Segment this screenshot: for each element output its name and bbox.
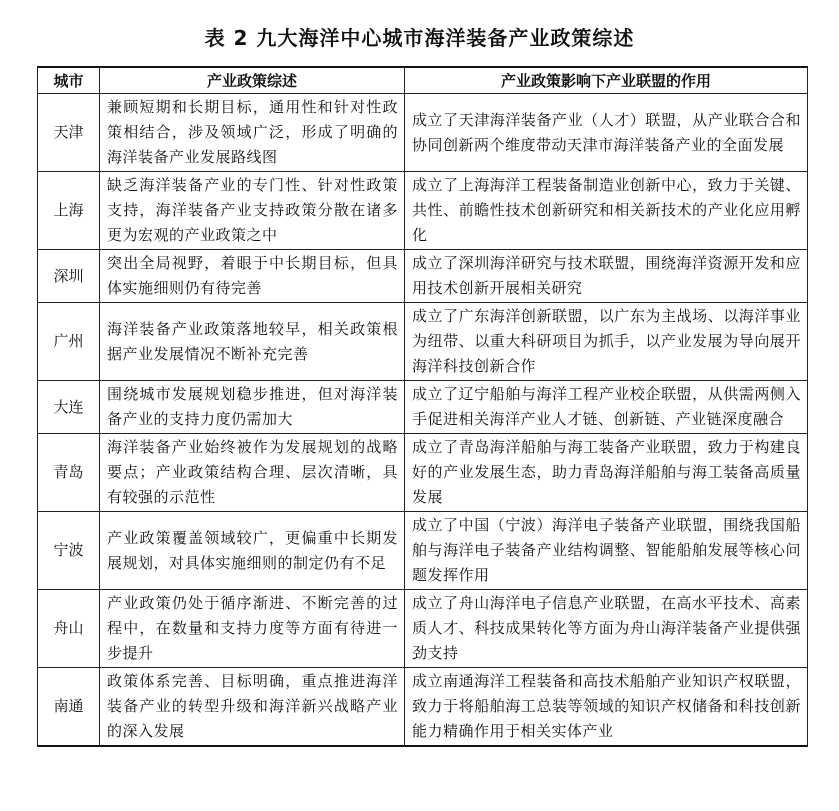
- row-city: 南通: [38, 668, 100, 747]
- row-effect: 成立了中国（宁波）海洋电子装备产业联盟，围绕我国船舶与海洋电子装备产业结构调整、智能船舶发展等核心问题发挥作用: [405, 512, 808, 590]
- row-summary: 海洋装备产业始终被作为发展规划的战略要点；产业政策结构合理、层次清晰，具有较强的示范性: [100, 434, 405, 512]
- header-summary: 产业政策综述: [100, 67, 405, 94]
- row-city: 宁波: [38, 512, 100, 590]
- table-row: [38, 381, 808, 434]
- row-summary: 兼顾短期和长期目标，通用性和针对性政策相结合，涉及领域广泛，形成了明确的海洋装备产业发展路线图: [100, 94, 405, 172]
- row-city: 天津: [38, 94, 100, 172]
- row-effect: 成立了深圳海洋研究与技术联盟，围绕海洋资源开发和应用技术创新开展相关研究: [405, 250, 808, 303]
- table-row: [38, 250, 808, 303]
- policy-table: [37, 66, 808, 747]
- row-city: 上海: [38, 172, 100, 250]
- table-row: [38, 668, 808, 747]
- row-summary: 政策体系完善、目标明确，重点推进海洋装备产业的转型升级和海洋新兴战略产业的深入发展: [100, 668, 405, 747]
- header-effect: 产业政策影响下产业联盟的作用: [405, 67, 808, 94]
- table-row: [38, 512, 808, 590]
- table-row: [38, 590, 808, 668]
- table-row: [38, 172, 808, 250]
- row-summary: 产业政策覆盖领域较广，更偏重中长期发展规划，对具体实施细则的制定仍有不足: [100, 512, 405, 590]
- table-row: [38, 94, 808, 172]
- row-summary: 突出全局视野，着眼于中长期目标，但具体实施细则仍有待完善: [100, 250, 405, 303]
- header-city: 城市: [38, 67, 100, 94]
- row-city: 青岛: [38, 434, 100, 512]
- row-summary: 缺乏海洋装备产业的专门性、针对性政策支持，海洋装备产业支持政策分散在诸多更为宏观的产业政策之中: [100, 172, 405, 250]
- row-effect: 成立了辽宁船舶与海洋工程产业校企联盟，从供需两侧入手促进相关海洋产业人才链、创新链、产业链深度融合: [405, 381, 808, 434]
- row-effect: 成立了舟山海洋电子信息产业联盟，在高水平技术、高素质人才、科技成果转化等方面为舟山海洋装备产业提供强劲支持: [405, 590, 808, 668]
- row-summary: 产业政策仍处于循序渐进、不断完善的过程中，在数量和支持力度等方面有待进一步提升: [100, 590, 405, 668]
- row-effect: 成立了青岛海洋船舶与海工装备产业联盟，致力于构建良好的产业发展生态，助力青岛海洋船舶与海工装备高质量发展: [405, 434, 808, 512]
- row-summary: 海洋装备产业政策落地较早，相关政策根据产业发展情况不断补充完善: [100, 303, 405, 381]
- row-effect: 成立南通海洋工程装备和高技术船舶产业知识产权联盟，致力于将船舶海工总装等领域的知识产权储备和科技创新能力精确作用于相关实体产业: [405, 668, 808, 747]
- row-summary: 围绕城市发展规划稳步推进，但对海洋装备产业的支持力度仍需加大: [100, 381, 405, 434]
- row-city: 大连: [38, 381, 100, 434]
- table-header-row: [38, 67, 808, 94]
- row-effect: 成立了广东海洋创新联盟，以广东为主战场、以海洋事业为纽带、以重大科研项目为抓手，以产业发展为导向展开海洋科技创新合作: [405, 303, 808, 381]
- table-title: 表 2 九大海洋中心城市海洋装备产业政策综述: [204, 26, 635, 50]
- row-effect: 成立了天津海洋装备产业（人才）联盟，从产业联合合和协同创新两个维度带动天津市海洋装备产业的全面发展: [405, 94, 808, 172]
- row-city: 舟山: [38, 590, 100, 668]
- table-row: [38, 303, 808, 381]
- row-city: 广州: [38, 303, 100, 381]
- table-row: [38, 434, 808, 512]
- row-effect: 成立了上海海洋工程装备制造业创新中心，致力于关键、共性、前瞻性技术创新研究和相关新技术的产业化应用孵化: [405, 172, 808, 250]
- row-city: 深圳: [38, 250, 100, 303]
